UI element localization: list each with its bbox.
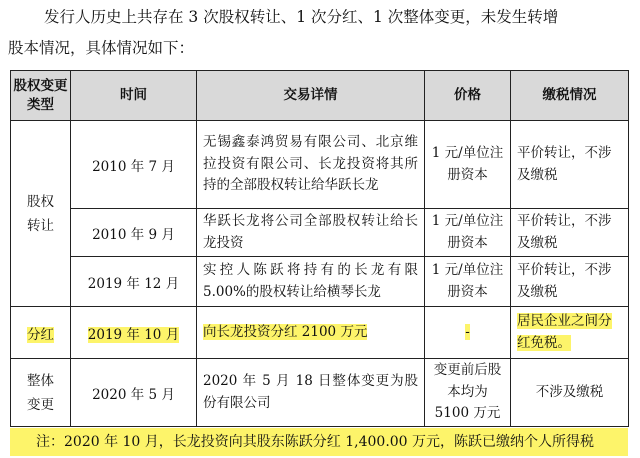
row-tax: 居民企业之间分红免税。 [517,313,612,351]
intro-line-2: 股本情况，具体情况如下： [8,39,195,57]
row-time: 2010 年 7 月 [71,121,197,209]
row-time: 2010 年 9 月 [71,209,197,257]
footnote: 注：2020 年 10 月，长龙投资向其股东陈跃分红 1,400.00 万元，陈跃已缴纳个人所得税 [10,428,628,456]
row-detail: 2020 年 5 月 18 日整体变更为股份有限公司 [197,359,425,427]
table-row [11,209,629,257]
table-row [11,121,629,209]
row-price: 1 元/单位注册资本 [425,257,511,307]
type-dividend: 分红 [27,326,54,343]
row-time: 2019 年 12 月 [71,257,197,307]
equity-change-table [10,70,629,427]
type-overall-change: 整体变更 [11,359,71,427]
row-tax: 平价转让，不涉及缴税 [511,121,629,209]
header-price: 价格 [425,71,511,121]
header-row [11,71,629,121]
table-row [11,307,629,359]
row-detail: 无锡鑫泰鸿贸易有限公司、北京维拉投资有限公司、长龙投资将其所持的全部股权转让给华跃长龙 [197,121,425,209]
row-tax: 不涉及缴税 [511,359,629,427]
row-price: 1 元/单位注册资本 [425,121,511,209]
row-detail: 实控人陈跃将持有的长龙有限 5.00%的股权转让给横琴长龙 [197,257,425,307]
row-price: - [465,323,470,340]
row-time: 2019 年 10 月 [87,326,180,343]
row-detail: 华跃长龙将公司全部股权转让给长龙投资 [197,209,425,257]
header-tax: 缴税情况 [511,71,629,121]
row-time: 2020 年 5 月 [71,359,197,427]
row-tax: 平价转让，不涉及缴税 [511,257,629,307]
type-equity-transfer: 股权转让 [11,121,71,307]
intro-line-1: 发行人历史上共存在 3 次股权转让、1 次分红、1 次整体变更，未发生转增 [44,8,559,26]
header-time: 时间 [71,71,197,121]
header-type: 股权变更类型 [11,71,71,121]
table-row [11,359,629,427]
header-detail: 交易详情 [197,71,425,121]
row-detail: 向长龙投资分红 2100 万元 [203,323,368,340]
row-price: 变更前后股本均为 5100 万元 [425,359,511,427]
table-row [11,257,629,307]
row-tax: 平价转让，不涉及缴税 [511,209,629,257]
row-price: 1 元/单位注册资本 [425,209,511,257]
